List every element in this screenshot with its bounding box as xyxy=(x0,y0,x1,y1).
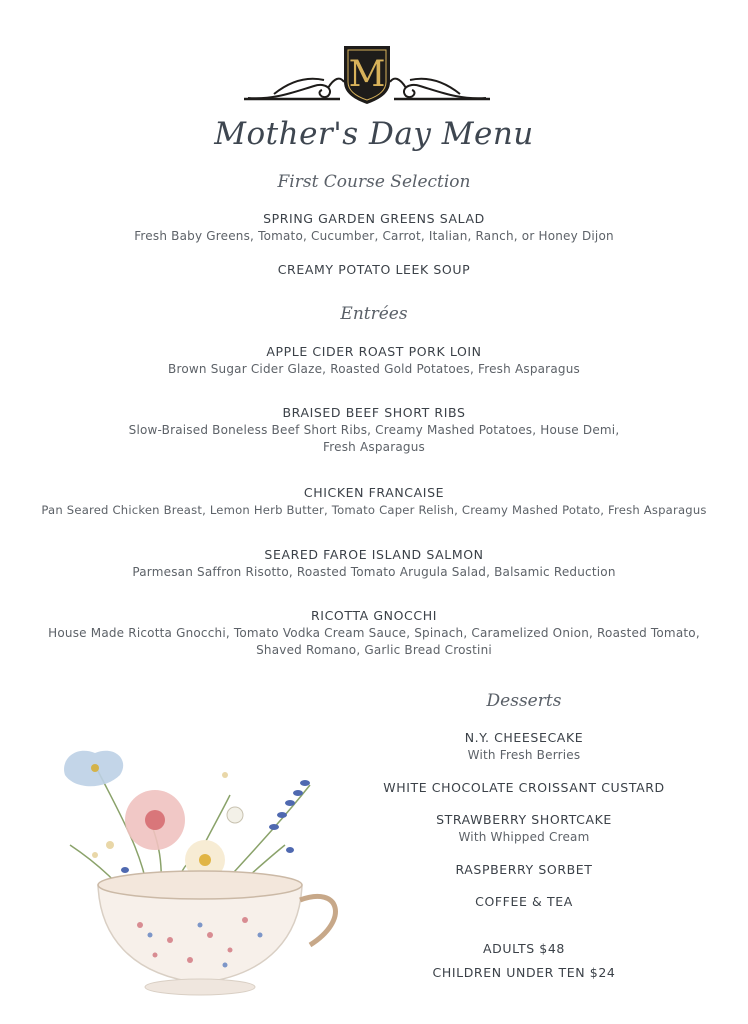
dessert-item xyxy=(374,893,674,911)
item-name: SPRING GARDEN GREENS SALAD xyxy=(263,211,485,226)
item-desc: Pan Seared Chicken Breast, Lemon Herb Butter, Tomato Caper Relish, Creamy Mashed Potato, Fresh Asparagus xyxy=(41,503,707,517)
price-children xyxy=(374,964,674,982)
menu-title: Mother's Day Menu xyxy=(214,116,534,152)
item-name: CHICKEN FRANCAISE xyxy=(303,485,445,500)
teacup-flowers-illustration xyxy=(50,735,350,1000)
item-desc: Brown Sugar Cider Glaze, Roasted Gold Potatoes, Fresh Asparagus xyxy=(168,362,580,376)
item-desc: With Whipped Cream xyxy=(458,830,590,844)
menu-item xyxy=(0,404,748,456)
menu-item xyxy=(0,484,748,519)
item-name: WHITE CHOCOLATE CROISSANT CUSTARD xyxy=(383,780,665,795)
first-course-heading: First Course Selection xyxy=(277,172,471,192)
menu-item xyxy=(0,210,748,245)
item-name: COFFEE & TEA xyxy=(475,894,573,909)
price-adults xyxy=(374,940,674,958)
menu-item xyxy=(0,343,748,378)
price-adults-text: ADULTS $48 xyxy=(483,941,565,956)
menu-item xyxy=(0,261,748,279)
item-desc: With Fresh Berries xyxy=(467,748,581,762)
item-name: RASPBERRY SORBET xyxy=(455,862,593,877)
desserts-heading: Desserts xyxy=(486,691,562,711)
dessert-item xyxy=(374,811,674,846)
item-name: CREAMY POTATO LEEK SOUP xyxy=(277,262,471,277)
item-name: APPLE CIDER ROAST PORK LOIN xyxy=(266,344,482,359)
crest-letter: M xyxy=(348,54,386,95)
dessert-item xyxy=(374,779,674,797)
dessert-item xyxy=(374,729,674,764)
item-desc-line2: Fresh Asparagus xyxy=(323,440,425,454)
item-name: RICOTTA GNOCCHI xyxy=(311,608,437,623)
dessert-item xyxy=(374,861,674,879)
menu-item xyxy=(0,607,748,659)
item-desc-line2: Shaved Romano, Garlic Bread Crostini xyxy=(256,643,492,657)
item-name: BRAISED BEEF SHORT RIBS xyxy=(282,405,466,420)
item-name: N.Y. CHEESECAKE xyxy=(464,730,584,745)
menu-item xyxy=(0,546,748,581)
crest-logo xyxy=(244,42,490,106)
price-children-text: CHILDREN UNDER TEN $24 xyxy=(432,965,616,980)
item-desc: House Made Ricotta Gnocchi, Tomato Vodka Cream Sauce, Spinach, Caramelized Onion, Roasted Tomato, xyxy=(48,626,700,640)
item-desc: Parmesan Saffron Risotto, Roasted Tomato Arugula Salad, Balsamic Reduction xyxy=(132,565,616,579)
item-name: SEARED FAROE ISLAND SALMON xyxy=(264,547,484,562)
entrees-heading: Entrées xyxy=(340,304,408,324)
item-desc: Slow-Braised Boneless Beef Short Ribs, Creamy Mashed Potatoes, House Demi, xyxy=(128,423,620,437)
item-desc: Fresh Baby Greens, Tomato, Cucumber, Carrot, Italian, Ranch, or Honey Dijon xyxy=(134,229,614,243)
item-name: STRAWBERRY SHORTCAKE xyxy=(436,812,612,827)
